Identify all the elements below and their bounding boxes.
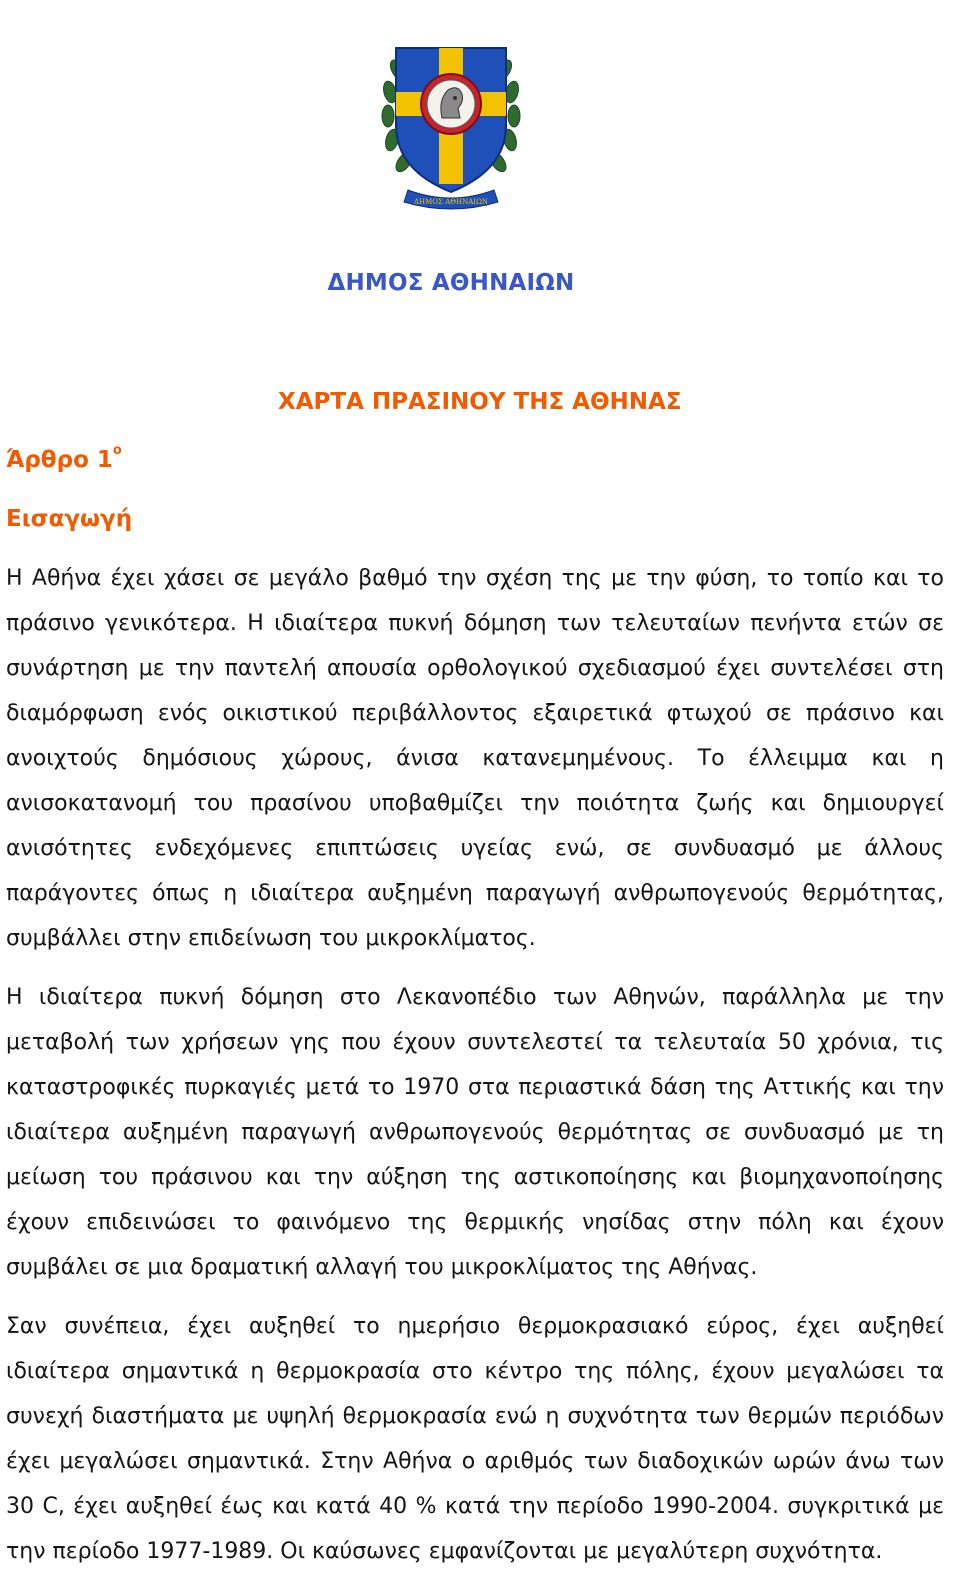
svg-text:ΔΗΜΟΣ ΑΘΗΝΑΙΩΝ: ΔΗΜΟΣ ΑΘΗΝΑΙΩΝ: [413, 198, 489, 206]
section-heading: Εισαγωγή: [6, 506, 133, 532]
article-superscript: ο: [112, 443, 122, 459]
article-heading: [6, 443, 122, 473]
paragraph-2: Η ιδιαίτερα πυκνή δόμηση στο Λεκανοπέδιο των Αθηνών, παράλληλα με την μεταβολή των χρήσεων γης που έχουν συντελεστεί τα τελευταία 50 χρόνια, τις καταστροφικές πυρκαγιές μετά το 1970 στα περιαστικά δάση της Αττικής και την ιδιαίτερα αυξημένη παραγωγή ανθρωπογενούς θερμότητας σε συνδυασμό με τη μείωση του πράσινου και την αύξηση της αστικοποίησης και βιομηχανοποίησης έχουν επιδεινώσει το φαινόμενο της θερμικής νησίδας στην πόλη και έχουν συμβάλει σε μια δραματική αλλαγή του μικροκλίματος της Αθήνας.: [6, 985, 944, 1280]
paragraph-3: Σαν συνέπεια, έχει αυξηθεί το ημερήσιο θερμοκρασιακό εύρος, έχει αυξηθεί ιδιαίτερα σημαντικά η θερμοκρασία στο κέντρο της πόλης, έχουν μεγαλώσει τα συνεχή διαστήματα με υψηλή θερμοκρασία ενώ η συχνότητα των θερμών περιόδων έχει μεγαλώσει σημαντικά. Στην Αθήνα ο αριθμός των διαδοχικών ωρών άνω των 30 C, έχει αυξηθεί έως και κατά 40 % κατά την περίοδο 1990-2004. συγκριτικά με την περίοδο 1977-1989. Οι καύσωνες εμφανίζονται με μεγαλύτερη συχνότητα.: [6, 1314, 944, 1564]
org-title: ΔΗΜΟΣ ΑΘΗΝΑΙΩΝ: [327, 270, 575, 296]
document-title: ΧΑΡΤΑ ΠΡΑΣΙΝΟΥ ΤΗΣ ΑΘΗΝΑΣ: [278, 389, 682, 415]
article-label: Άρθρο 1: [6, 447, 113, 473]
paragraph-1: Η Αθήνα έχει χάσει σε μεγάλο βαθμό την σχέση της με την φύση, το τοπίο και το πράσινο γενικότερα. Η ιδιαίτερα πυκνή δόμηση των τελευταίων πενήντα ετών σε συνάρτηση με την παντελή απουσία ορθολογικού σχεδιασμού έχει συντελέσει στη διαμόρφωση ενός οικιστικού περιβάλλοντος εξαιρετικά φτωχού σε πράσινο και ανοιχτούς δημόσιους χώρους, άνισα κατανεμημένους. Το έλλειμμα και η ανισοκατανομή του πρασίνου υποβαθμίζει την ποιότητα ζωής και δημιουργεί ανισότητες ενδεχόμενες επιπτώσεις υγείας ενώ, σε συνδυασμό με άλλους παράγοντες όπως η ιδιαίτερα αυξημένη παραγωγή ανθρωπογενούς θερμότητας, συμβάλλει στην επιδείνωση του μικροκλίματος.: [6, 566, 944, 951]
athens-seal-icon: [376, 30, 526, 212]
